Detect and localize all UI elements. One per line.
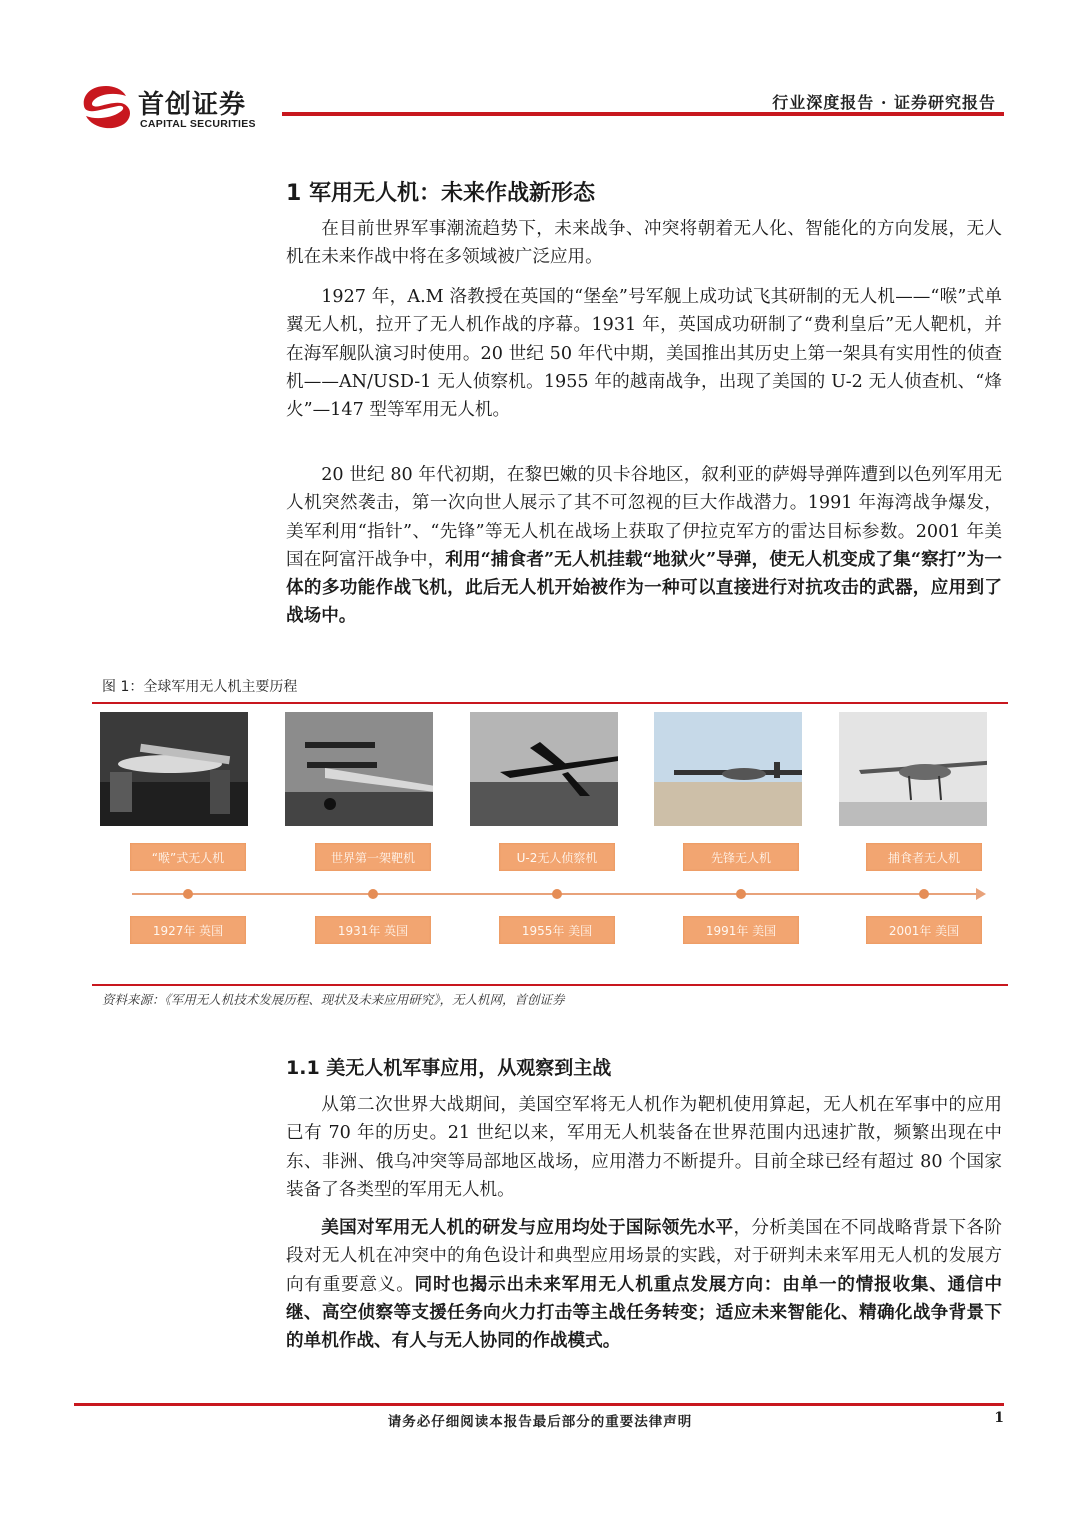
timeline-date-1991: 1991年 美国 [683,916,799,944]
section-heading: 1 军用无人机：未来作战新形态 [286,181,595,206]
timeline-date-1955: 1955年 美国 [499,916,615,944]
photo-u2-drone [470,712,618,826]
timeline-name-1955: U-2无人侦察机 [499,843,615,871]
paragraph-text: ，分析美国在不同战略背景下各阶段对无人机在冲突中的角色设计和典型应用场景的实践，对于研判未来军用无人机的发展方向有重要意义。 [286,1218,1002,1295]
timeline-marker [552,889,562,899]
paragraph-emphasis: 利用“捕食者”无人机挂载“地狱火”导弹，使无人机变成了集“察打”为一体的多功能作战飞机，此后无人机开始被作为一种可以直接进行对抗攻击的武器，应用到了战场中。 [286,548,1002,627]
header-divider [282,112,1004,116]
timeline-name-1991: 先锋无人机 [683,843,799,871]
photo-pioneer-drone [654,712,802,826]
figure-source-note: 资料来源：《军用无人机技术发展历程、现状及未来应用研究》，无人机网，首创证券 [102,992,565,1007]
timeline-marker [919,889,929,899]
logo-chinese-name: 首创证券 [138,90,247,120]
timeline-name-1927: “喉”式无人机 [130,843,246,871]
photo-1931-target-drone [285,712,433,826]
subsection-heading: 1.1 美无人机军事应用，从观察到主战 [286,1057,612,1079]
timeline-marker [368,889,378,899]
figure-bottom-divider [92,984,1008,986]
paragraph-emphasis: 同时也揭示出未来军用无人机重点发展方向：由单一的情报收集、通信中继、高空侦察等支援任务向火力打击等主战任务转变；适应未来智能化、精确化战争背景下的单机作战、有人与无人协同的作战模式。 [286,1273,1002,1352]
timeline-date-2001: 2001年 美国 [866,916,982,944]
figure-top-divider [92,702,1008,704]
timeline-marker [183,889,193,899]
paragraph [286,461,1002,631]
capital-securities-logo-icon [78,82,134,134]
logo-english-name: CAPITAL SECURITIES [140,118,256,130]
report-type-label: 行业深度报告 · 证券研究报告 [772,93,996,112]
paragraph: 在目前世界军事潮流趋势下，未来战争、冲突将朝着无人化、智能化的方向发展，无人机在未来作战中将在多领域被广泛应用。 [286,219,1002,268]
photo-predator-drone [839,712,987,826]
timeline-date-1927: 1927年 英国 [130,916,246,944]
legal-disclaimer-note: 请务必仔细阅读本报告最后部分的重要法律声明 [387,1414,693,1430]
company-logo [78,82,288,134]
paragraph: 从第二次世界大战期间，美国空军将无人机作为靶机使用算起，无人机在军事中的应用已有 70 年的历史。21 世纪以来，军用无人机装备在世界范围内迅速扩散，频繁出现在中东、非洲、俄乌冲突等局部地区战场，应用潜力不断提升。目前全球已经有超过 80 个国家装备了各类型的军用无人机。 [286,1095,1002,1200]
paragraph [286,1214,1002,1355]
paragraph-text: 20 世纪 80 年代初期，在黎巴嫩的贝卡谷地区，叙利亚的萨姆导弹阵遭到以色列军用无人机突然袭击，第一次向世人展示了其不可忽视的巨大作战潜力。1991 年海湾战争爆发，美军利用“指针”、“先锋”等无人机在战场上获取了伊拉克军方的雷达目标参数。2001 年美国在阿富汗战争中， [286,465,1002,570]
figure-caption: 图 1：全球军用无人机主要历程 [102,679,298,695]
timeline-arrow-icon [976,888,986,900]
timeline-name-1931: 世界第一架靶机 [315,843,431,871]
timeline-marker [736,889,746,899]
photo-1927-drone [100,712,248,826]
page-number: 1 [994,1410,1004,1426]
timeline-date-1931: 1931年 英国 [315,916,431,944]
paragraph: 1927 年，A.M 洛教授在英国的“堡垒”号军舰上成功试飞其研制的无人机——“喉”式单翼无人机，拉开了无人机作战的序幕。1931 年，英国成功研制了“费利皇后”无人靶机，并在海军舰队演习时使用。20 世纪 50 年代中期，美国推出其历史上第一架具有实用性的侦查机——AN/USD-1 无人侦察机。1955 年的越南战争，出现了美国的 U-2 无人侦查机、“烽火”—147 型等军用无人机。 [286,287,1002,421]
paragraph-emphasis: 美国对军用无人机的研发与应用均处于国际领先水平 [321,1217,734,1238]
footer-divider [74,1403,1004,1406]
timeline-name-2001: 捕食者无人机 [866,843,982,871]
